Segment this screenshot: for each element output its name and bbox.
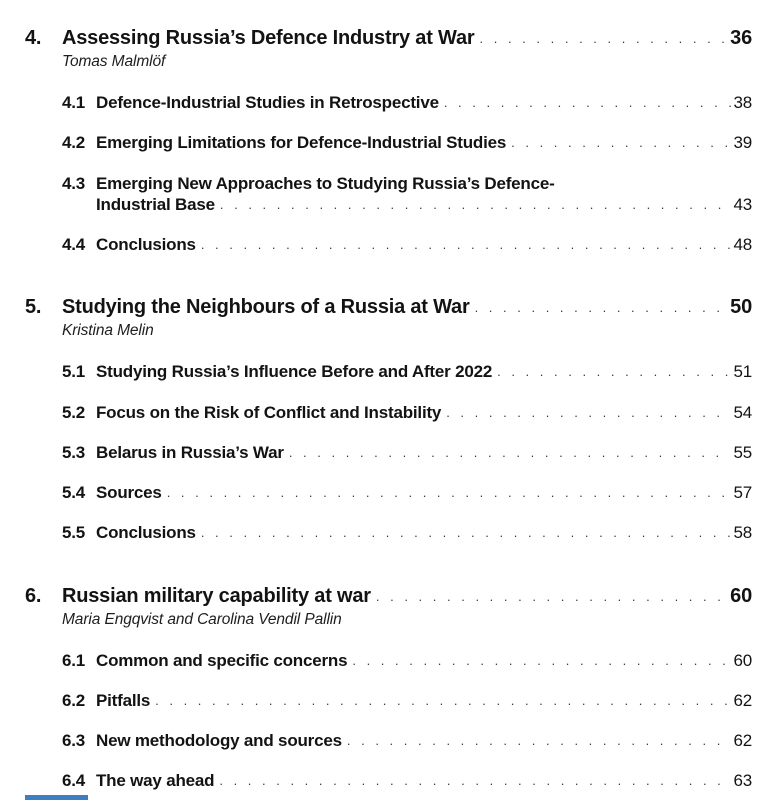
chapter-entry-body xyxy=(62,295,752,319)
dot-leader xyxy=(289,445,732,461)
section-number: 4.2 xyxy=(62,133,86,153)
section-entry-body xyxy=(96,730,752,751)
entry-page-number: 36 xyxy=(730,27,752,49)
toc-section-entry[interactable] xyxy=(62,132,752,153)
dot-leader xyxy=(155,693,731,709)
section-number: 5.5 xyxy=(62,523,86,543)
chapter-number: 4. xyxy=(25,27,42,49)
section-number: 5.3 xyxy=(62,442,86,462)
toc-section-entry[interactable] xyxy=(62,92,752,113)
toc-chapter-entry[interactable] xyxy=(25,584,752,608)
entry-page-number: 63 xyxy=(733,771,752,791)
section-entry-body xyxy=(96,132,752,153)
entry-title-line: Focus on the Risk of Conflict and Instability xyxy=(96,402,442,422)
toc-section-entry[interactable] xyxy=(62,442,752,463)
entry-title-line: Industrial Base xyxy=(96,194,215,214)
toc-section-entry[interactable] xyxy=(62,173,752,216)
chapter-number: 6. xyxy=(25,584,42,607)
toc-chapter-block xyxy=(25,584,752,792)
dot-leader xyxy=(220,197,732,213)
section-entry-body xyxy=(96,482,752,503)
toc-chapter-entry[interactable] xyxy=(25,295,752,319)
entry-page-number: 60 xyxy=(733,650,752,670)
toc-section-entry[interactable] xyxy=(62,482,752,503)
chapter-number: 5. xyxy=(25,296,42,319)
section-entry-body xyxy=(96,92,752,113)
toc-section-entry[interactable] xyxy=(62,402,752,423)
toc-section-entry[interactable] xyxy=(62,650,752,671)
entry-page-number: 39 xyxy=(733,133,752,153)
section-entry-body xyxy=(96,402,752,423)
section-entry-body xyxy=(96,173,752,216)
entry-title-line: Studying Russia’s Influence Before and After 2022 xyxy=(96,362,493,382)
entry-page-number: 57 xyxy=(733,483,752,502)
chapter-sections xyxy=(25,92,752,255)
toc-chapter-block xyxy=(25,295,752,543)
entry-title-line: Defence-Industrial Studies in Retrospective xyxy=(96,93,439,112)
toc-section-entry[interactable] xyxy=(62,690,752,711)
section-number: 4.1 xyxy=(62,93,86,112)
page-bottom-accent-bar xyxy=(25,795,88,800)
section-number: 4.3 xyxy=(62,173,86,193)
section-entry-body xyxy=(96,690,752,711)
entry-page-number: 60 xyxy=(730,584,752,607)
chapter-sections xyxy=(25,361,752,543)
section-entry-body xyxy=(96,361,752,382)
section-number: 5.2 xyxy=(62,402,86,422)
dot-leader xyxy=(219,773,731,789)
section-number: 4.4 xyxy=(62,235,86,254)
entry-page-number: 48 xyxy=(733,235,752,254)
dot-leader xyxy=(444,95,732,111)
toc-section-entry[interactable] xyxy=(62,770,752,791)
section-entry-body xyxy=(96,650,752,671)
chapter-author: Maria Engqvist and Carolina Vendil Pallin xyxy=(62,610,342,628)
entry-title-line: Pitfalls xyxy=(96,690,151,710)
dot-leader xyxy=(167,485,732,501)
toc-chapter-block xyxy=(25,26,752,255)
toc-section-entry[interactable] xyxy=(62,361,752,382)
entry-title-line: Sources xyxy=(96,483,162,502)
entry-title-line: Emerging Limitations for Defence-Industrial Studies xyxy=(96,133,507,153)
entry-page-number: 62 xyxy=(733,690,752,710)
entry-page-number: 58 xyxy=(733,523,752,543)
entry-page-number: 54 xyxy=(733,402,752,422)
chapter-author: Tomas Malmlöf xyxy=(62,53,166,70)
entry-page-number: 62 xyxy=(733,731,752,750)
entry-title-line: Conclusions xyxy=(96,235,196,254)
toc-section-entry[interactable] xyxy=(62,730,752,751)
dot-leader xyxy=(347,733,732,749)
dot-leader xyxy=(497,364,731,380)
chapter-author: Kristina Melin xyxy=(62,322,154,340)
entry-title-line: Russian military capability at war xyxy=(62,584,371,607)
chapter-sections xyxy=(25,650,752,792)
entry-title-line: Studying the Neighbours of a Russia at War xyxy=(62,296,470,319)
chapter-entry-body xyxy=(62,584,752,608)
entry-page-number: 51 xyxy=(733,362,752,382)
section-number: 6.3 xyxy=(62,731,86,750)
entry-page-number: 43 xyxy=(733,194,752,214)
toc-section-entry[interactable] xyxy=(62,234,752,255)
table-of-contents xyxy=(25,26,752,792)
dot-leader xyxy=(201,525,732,541)
dot-leader xyxy=(475,300,729,316)
chapter-entry-body xyxy=(62,26,752,50)
toc-chapter-entry[interactable] xyxy=(25,26,752,50)
entry-title-line: Assessing Russia’s Defence Industry at War xyxy=(62,27,475,49)
dot-leader xyxy=(352,653,731,669)
entry-page-number: 55 xyxy=(733,442,752,462)
dot-leader xyxy=(201,237,732,253)
entry-title-line: New methodology and sources xyxy=(96,731,342,750)
section-number: 6.1 xyxy=(62,650,86,670)
section-entry-body xyxy=(96,234,752,255)
entry-title-line: Belarus in Russia’s War xyxy=(96,442,284,462)
section-number: 6.4 xyxy=(62,771,86,791)
section-entry-body xyxy=(96,522,752,543)
entry-title-line: Common and specific concerns xyxy=(96,650,348,670)
toc-section-entry[interactable] xyxy=(62,522,752,543)
section-number: 6.2 xyxy=(62,690,86,710)
section-entry-body xyxy=(96,442,752,463)
entry-title-line: The way ahead xyxy=(96,771,215,791)
section-entry-body xyxy=(96,770,752,791)
entry-title-line: Conclusions xyxy=(96,523,196,543)
dot-leader xyxy=(511,135,731,151)
entry-page-number: 50 xyxy=(730,296,752,319)
dot-leader xyxy=(480,31,729,47)
dot-leader xyxy=(446,405,731,421)
section-number: 5.4 xyxy=(62,483,86,502)
section-number: 5.1 xyxy=(62,362,86,382)
entry-page-number: 38 xyxy=(733,93,752,112)
dot-leader xyxy=(376,589,728,605)
entry-title-line: Emerging New Approaches to Studying Russia’s Defence- xyxy=(96,173,555,193)
